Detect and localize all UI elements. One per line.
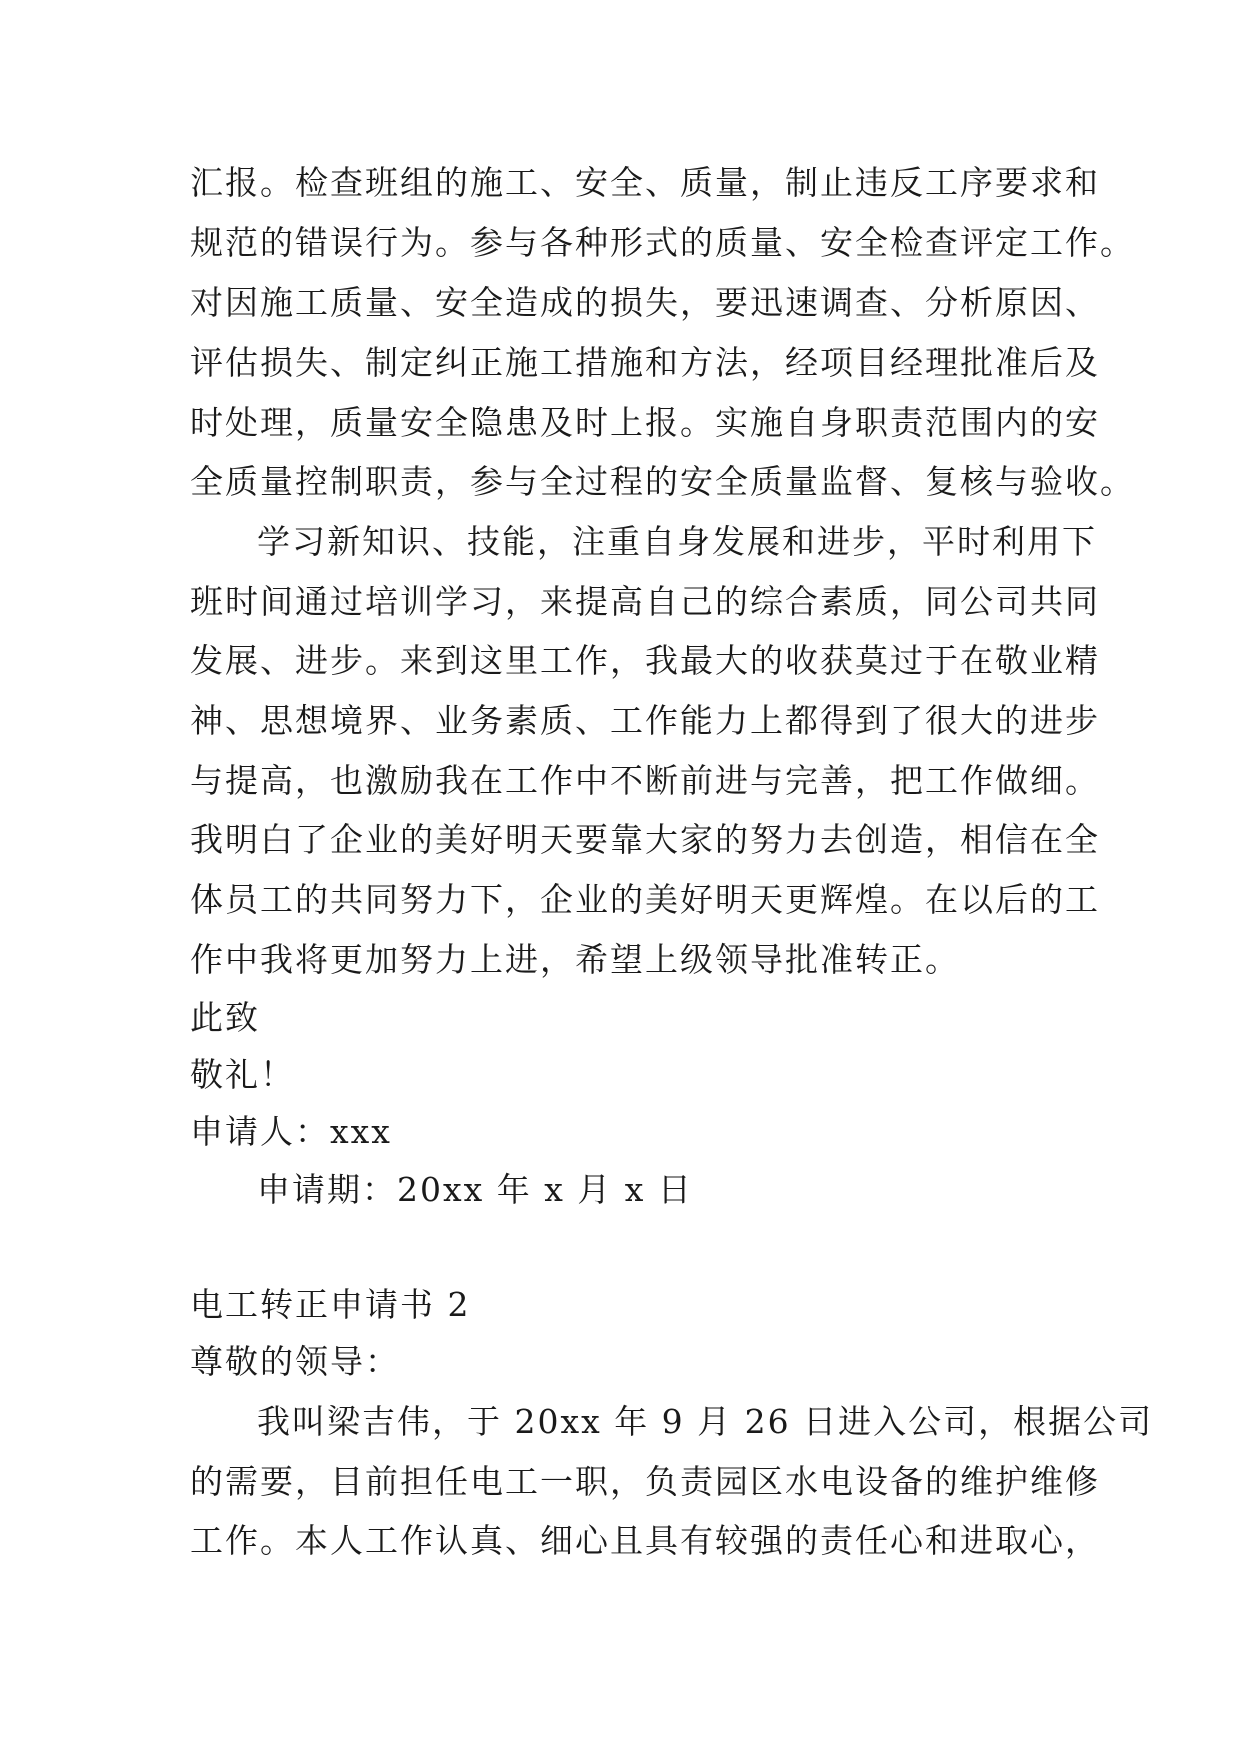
section-title: 电工转正申请书 2	[190, 1285, 471, 1324]
paragraph-line: 汇报。检查班组的施工、安全、质量，制止违反工序要求和	[190, 163, 1100, 202]
paragraph-line: 全质量控制职责，参与全过程的安全质量监督、复核与验收。	[190, 462, 1135, 501]
paragraph-line: 的需要，目前担任电工一职，负责园区水电设备的维护维修	[190, 1462, 1100, 1501]
paragraph-line: 工作。本人工作认真、细心且具有较强的责任心和进取心，	[190, 1521, 1100, 1560]
applicant-line: 申请人：xxx	[190, 1112, 392, 1151]
paragraph-line: 规范的错误行为。参与各种形式的质量、安全检查评定工作。	[190, 223, 1135, 262]
paragraph-line: 学习新知识、技能，注重自身发展和进步，平时利用下	[257, 522, 1097, 561]
paragraph-line: 我明白了企业的美好明天要靠大家的努力去创造，相信在全	[190, 820, 1100, 859]
paragraph-line: 我叫梁吉伟，于 20xx 年 9 月 26 日进入公司，根据公司	[257, 1402, 1154, 1441]
paragraph-line: 时处理，质量安全隐患及时上报。实施自身职责范围内的安	[190, 403, 1100, 442]
salutation-line: 敬礼！	[190, 1055, 295, 1094]
salutation-line: 此致	[190, 998, 260, 1037]
paragraph-line: 体员工的共同努力下，企业的美好明天更辉煌。在以后的工	[190, 880, 1100, 919]
paragraph-line: 神、思想境界、业务素质、工作能力上都得到了很大的进步	[190, 701, 1100, 740]
date-line: 申请期：20xx 年 x 月 x 日	[257, 1170, 693, 1209]
paragraph-line: 作中我将更加努力上进，希望上级领导批准转正。	[190, 940, 960, 979]
paragraph-line: 发展、进步。来到这里工作，我最大的收获莫过于在敬业精	[190, 641, 1100, 680]
paragraph-line: 班时间通过培训学习，来提高自己的综合素质，同公司共同	[190, 582, 1100, 621]
greeting-line: 尊敬的领导：	[190, 1342, 400, 1381]
paragraph-line: 评估损失、制定纠正施工措施和方法，经项目经理批准后及	[190, 343, 1100, 382]
paragraph-line: 与提高，也激励我在工作中不断前进与完善，把工作做细。	[190, 761, 1100, 800]
paragraph-line: 对因施工质量、安全造成的损失，要迅速调查、分析原因、	[190, 283, 1100, 322]
